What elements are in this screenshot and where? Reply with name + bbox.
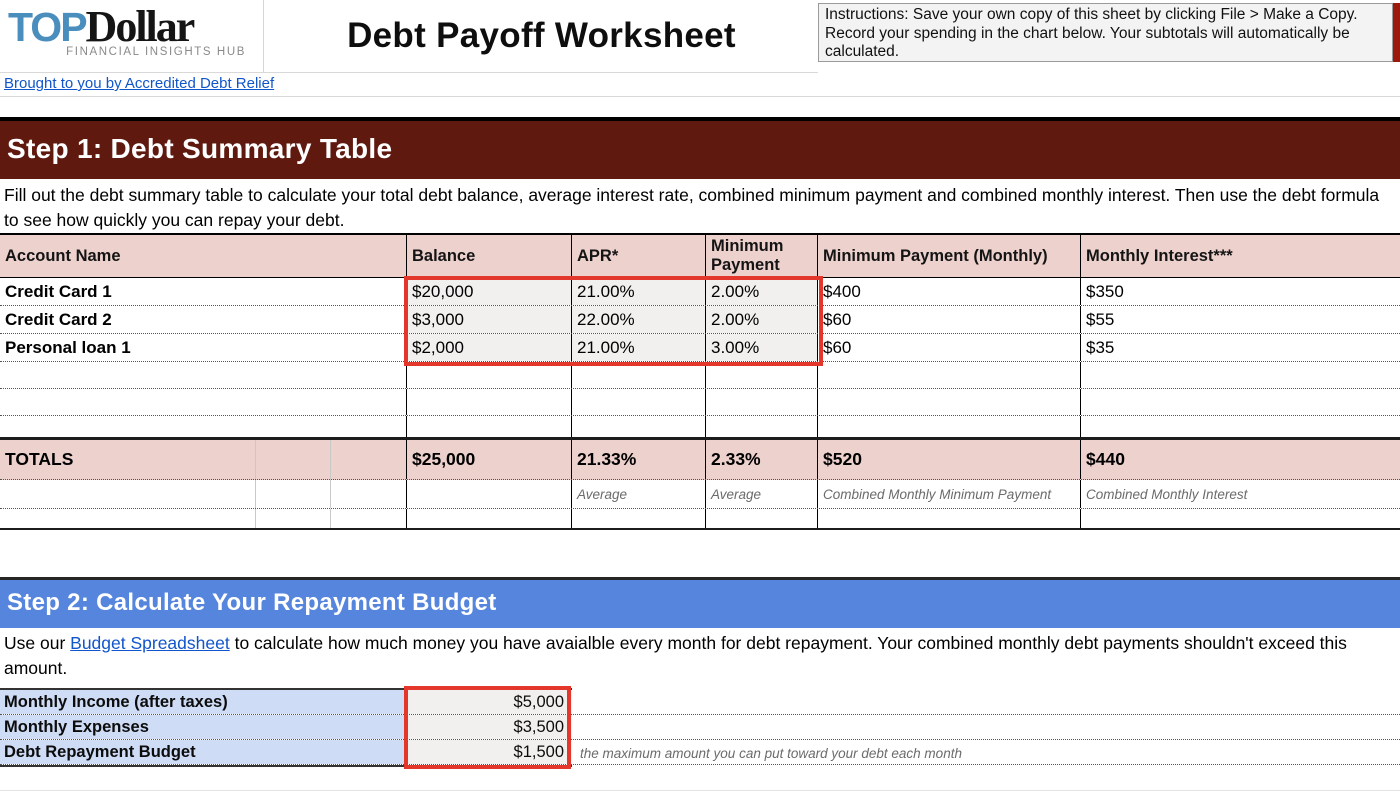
logo-dollar-text: Dollar: [85, 2, 194, 51]
logo-top-text: TOP: [8, 4, 86, 50]
empty-cell[interactable]: [1080, 416, 1400, 437]
page-title-text: Debt Payoff Worksheet: [347, 16, 736, 55]
budget-label-expenses: Monthly Expenses: [0, 715, 406, 739]
min-payment-cell[interactable]: 2.00%: [705, 306, 817, 333]
empty-table-row: [0, 509, 1400, 528]
totals-footnote-row: [0, 480, 1400, 509]
min-payment-cell[interactable]: 3.00%: [705, 334, 817, 361]
empty-cell: [330, 509, 406, 528]
totals-apr: 21.33%: [571, 440, 705, 479]
budget-row: [0, 690, 1400, 715]
apr-cell[interactable]: 21.00%: [571, 334, 705, 361]
empty-cell[interactable]: [817, 416, 1080, 437]
totals-balance: $25,000: [406, 440, 571, 479]
empty-cell[interactable]: [0, 389, 406, 415]
red-edge-bar: [1393, 3, 1400, 62]
monthly-interest-cell[interactable]: $350: [1080, 278, 1400, 305]
empty-cell: [817, 509, 1080, 528]
gridline: [0, 72, 818, 73]
accredited-debt-relief-link[interactable]: Brought to you by Accredited Debt Relief: [4, 75, 275, 92]
totals-label: TOTALS: [5, 449, 74, 469]
header-minimum-payment-monthly: Minimum Payment (Monthly): [817, 235, 1080, 277]
page-title: [265, 0, 818, 72]
table-header-row: [0, 233, 1400, 278]
empty-cell[interactable]: [406, 362, 571, 388]
apr-cell[interactable]: 22.00%: [571, 306, 705, 333]
min-payment-monthly-cell[interactable]: $60: [817, 334, 1080, 361]
budget-value-expenses[interactable]: $3,500: [406, 715, 572, 739]
empty-cell[interactable]: [0, 362, 406, 388]
empty-cell[interactable]: [1080, 362, 1400, 388]
empty-cell: [1080, 509, 1400, 528]
empty-cell[interactable]: [571, 389, 705, 415]
header-monthly-interest: Monthly Interest***: [1080, 235, 1400, 277]
empty-cell: [571, 509, 705, 528]
step1-description: Fill out the debt summary table to calculate your total debt balance, average interest rate, combined minimum payment and combined monthly interest. Then use the debt formula to see how quickly you can repay your debt.: [4, 185, 1380, 230]
empty-cell: [255, 440, 330, 479]
min-payment-monthly-cell[interactable]: $60: [817, 306, 1080, 333]
step2-banner-text: Step 2: Calculate Your Repayment Budget: [7, 589, 497, 616]
gridline: [0, 96, 1400, 97]
account-name-cell[interactable]: Credit Card 2: [5, 309, 112, 329]
totals-monthly-interest: $440: [1080, 440, 1400, 479]
gridline: [0, 790, 1400, 791]
budget-row: [0, 715, 1400, 740]
budget-label-repayment: Debt Repayment Budget: [0, 740, 406, 764]
footnote-apr-average: Average: [571, 480, 705, 508]
table-row: [0, 278, 1400, 306]
step1-banner-text: Step 1: Debt Summary Table: [7, 133, 393, 164]
header-apr: APR*: [571, 235, 705, 277]
empty-cell[interactable]: [406, 416, 571, 437]
empty-cell: [0, 509, 255, 528]
logo-wordmark: [8, 2, 263, 51]
empty-cell: [255, 509, 330, 528]
debt-summary-table: [0, 233, 1400, 530]
empty-cell[interactable]: [406, 389, 571, 415]
account-name-cell[interactable]: Credit Card 1: [5, 281, 112, 301]
empty-table-row: [0, 389, 1400, 416]
empty-cell[interactable]: [705, 389, 817, 415]
empty-cell: [0, 480, 255, 508]
min-payment-monthly-cell[interactable]: $400: [817, 278, 1080, 305]
table-row: [0, 306, 1400, 334]
budget-value-repayment[interactable]: $1,500: [406, 740, 572, 764]
empty-cell: [572, 715, 1400, 739]
header-account-name: Account Name: [5, 246, 121, 265]
instructions-note: Instructions: Save your own copy of this sheet by clicking File > Make a Copy. Record your spending in the chart below. Your subtotals will automatically be calculated.: [818, 3, 1393, 62]
footnote-combined-interest: Combined Monthly Interest: [1080, 480, 1400, 508]
empty-cell[interactable]: [571, 362, 705, 388]
empty-table-row: [0, 416, 1400, 437]
empty-cell[interactable]: [705, 416, 817, 437]
empty-cell[interactable]: [1080, 389, 1400, 415]
header-balance: Balance: [406, 235, 571, 277]
logo: [0, 0, 264, 72]
budget-row: [0, 740, 1400, 765]
budget-bottom-border: [0, 765, 572, 767]
step2-description-before: Use our: [4, 633, 71, 653]
empty-cell: [330, 480, 406, 508]
empty-cell[interactable]: [0, 416, 406, 437]
totals-min-payment: 2.33%: [705, 440, 817, 479]
empty-cell: [406, 480, 571, 508]
footnote-combined-min-payment: Combined Monthly Minimum Payment: [817, 480, 1080, 508]
step2-description: [4, 631, 1396, 681]
empty-cell: [406, 509, 571, 528]
totals-min-payment-monthly: $520: [817, 440, 1080, 479]
table-row: [0, 334, 1400, 362]
step2-banner: [0, 577, 1400, 628]
footnote-minpay-average: Average: [705, 480, 817, 508]
empty-cell: [572, 690, 1400, 714]
empty-cell[interactable]: [705, 362, 817, 388]
empty-cell[interactable]: [817, 362, 1080, 388]
empty-cell: [705, 509, 817, 528]
empty-cell: [330, 440, 406, 479]
budget-label-income: Monthly Income (after taxes): [0, 690, 406, 714]
empty-cell[interactable]: [817, 389, 1080, 415]
logo-subtitle: FINANCIAL INSIGHTS HUB: [66, 46, 246, 58]
totals-row: [0, 440, 1400, 480]
empty-cell: [255, 480, 330, 508]
budget-note: the maximum amount you can put toward your debt each month: [580, 746, 962, 761]
empty-cell[interactable]: [571, 416, 705, 437]
repayment-budget-table: [0, 690, 1400, 765]
step2-description-after: to calculate how much money you have avaialble every month for debt repayment. Your combined monthly debt payments shouldn't exceed this amount.: [4, 633, 1347, 678]
balance-cell[interactable]: $2,000: [406, 334, 571, 361]
apr-cell[interactable]: 21.00%: [571, 278, 705, 305]
account-name-cell[interactable]: Personal loan 1: [5, 337, 131, 357]
budget-value-income[interactable]: $5,000: [406, 690, 572, 714]
monthly-interest-cell[interactable]: $55: [1080, 306, 1400, 333]
budget-spreadsheet-link[interactable]: Budget Spreadsheet: [70, 633, 230, 653]
monthly-interest-cell[interactable]: $35: [1080, 334, 1400, 361]
balance-cell[interactable]: $3,000: [406, 306, 571, 333]
header-minimum-payment: Minimum Payment: [705, 235, 817, 277]
balance-cell[interactable]: $20,000: [406, 278, 571, 305]
min-payment-cell[interactable]: 2.00%: [705, 278, 817, 305]
step1-banner: [0, 117, 1400, 179]
empty-table-row: [0, 362, 1400, 389]
